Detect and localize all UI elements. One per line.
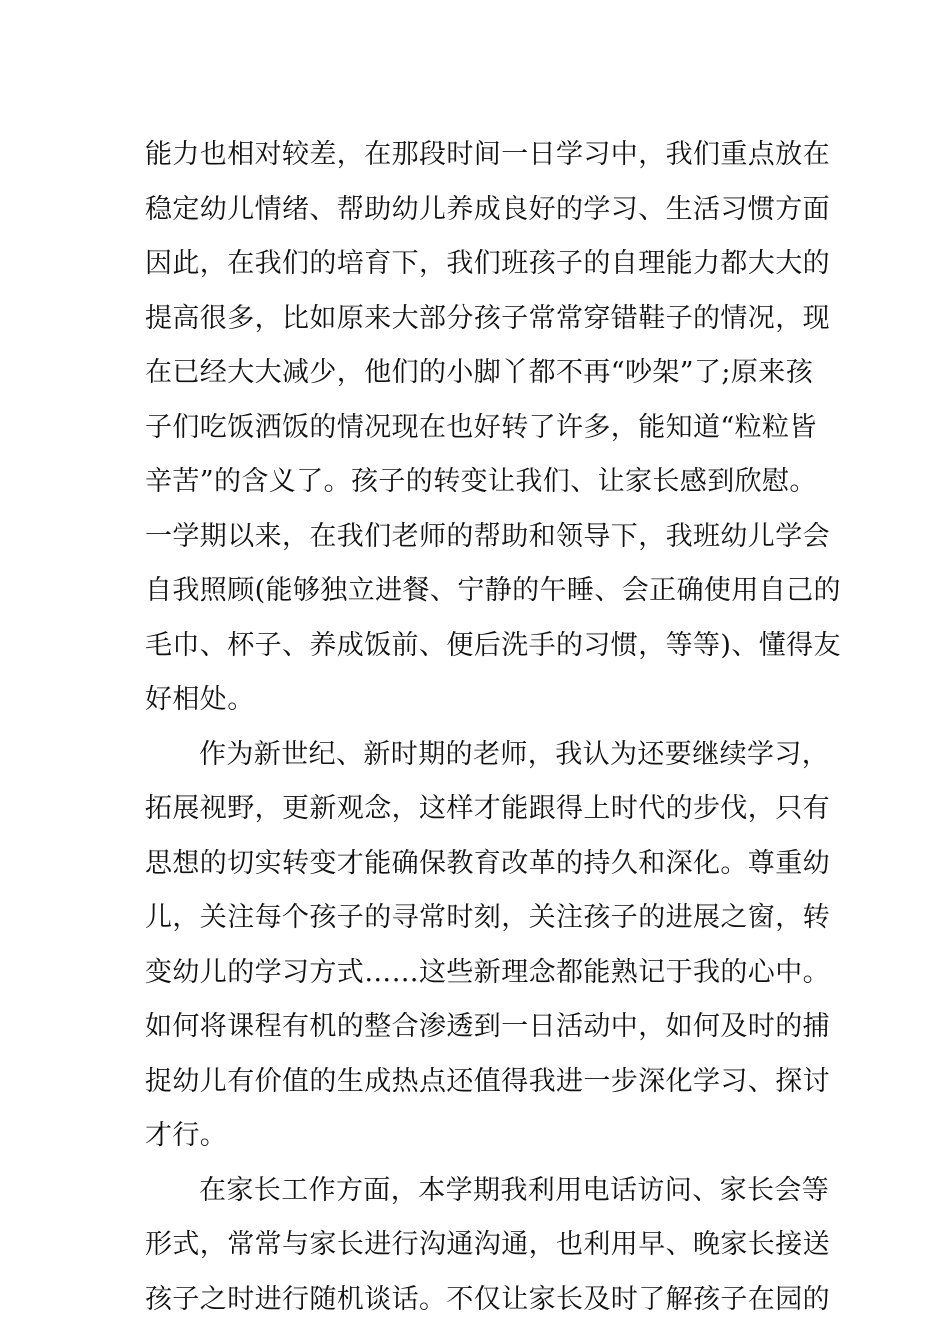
- text-line: 捉幼儿有价值的生成热点还值得我进一步深化学习、探讨: [145, 1065, 830, 1097]
- text-line: 好相处。: [145, 684, 255, 715]
- text-line: 稳定幼儿情绪、帮助幼儿养成良好的学习、生活习惯方面: [145, 193, 830, 225]
- text-line: 在已经大大减少，他们的小脚丫都不再“吵架”了;原来孩: [145, 357, 814, 388]
- text-line: 思想的切实转变才能确保教育改革的持久和深化。尊重幼: [145, 847, 830, 879]
- body-text: [145, 128, 841, 1327]
- text-line: 因此，在我们的培育下，我们班孩子的自理能力都大大的: [145, 248, 830, 279]
- text-line: 形式，常常与家长进行沟通沟通，也利用早、晚家长接送: [145, 1229, 830, 1260]
- text-line: 毛巾、杯子、养成饭前、便后洗手的习惯，等等)、懂得友: [145, 629, 841, 661]
- text-line: 才行。: [145, 1120, 228, 1151]
- text-line: 自我照顾(能够独立进餐、宁静的午睡、会正确使用自己的: [145, 575, 841, 606]
- text-line: 提高很多，比如原来大部分孩子常常穿错鞋子的情况，现: [145, 302, 830, 334]
- text-line: 变幼儿的学习方式……这些新理念都能熟记于我的心中。: [145, 956, 830, 988]
- text-line: 辛苦”的含义了。孩子的转变让我们、让家长感到欣慰。: [145, 466, 817, 497]
- paragraph-start-line: 在家长工作方面，本学期我利用电话访问、家长会等: [199, 1174, 830, 1206]
- text-line: 孩子之时进行随机谈话。不仅让家长及时了解孩子在园的: [145, 1283, 830, 1315]
- text-line: 如何将课程有机的整合渗透到一日活动中，如何及时的捕: [145, 1011, 830, 1042]
- text-line: 拓展视野，更新观念，这样才能跟得上时代的步伐，只有: [145, 793, 830, 824]
- text-line: 子们吃饭洒饭的情况现在也好转了许多，能知道“粒粒皆: [145, 411, 817, 443]
- text-line: 一学期以来，在我们老师的帮助和领导下，我班幼儿学会: [145, 520, 830, 552]
- paragraph-start-line: 作为新世纪、新时期的老师，我认为还要继续学习，: [199, 738, 830, 770]
- text-line: 儿，关注每个孩子的寻常时刻，关注孩子的进展之窗，转: [145, 902, 830, 933]
- text-line: 能力也相对较差，在那段时间一日学习中，我们重点放在: [145, 139, 830, 170]
